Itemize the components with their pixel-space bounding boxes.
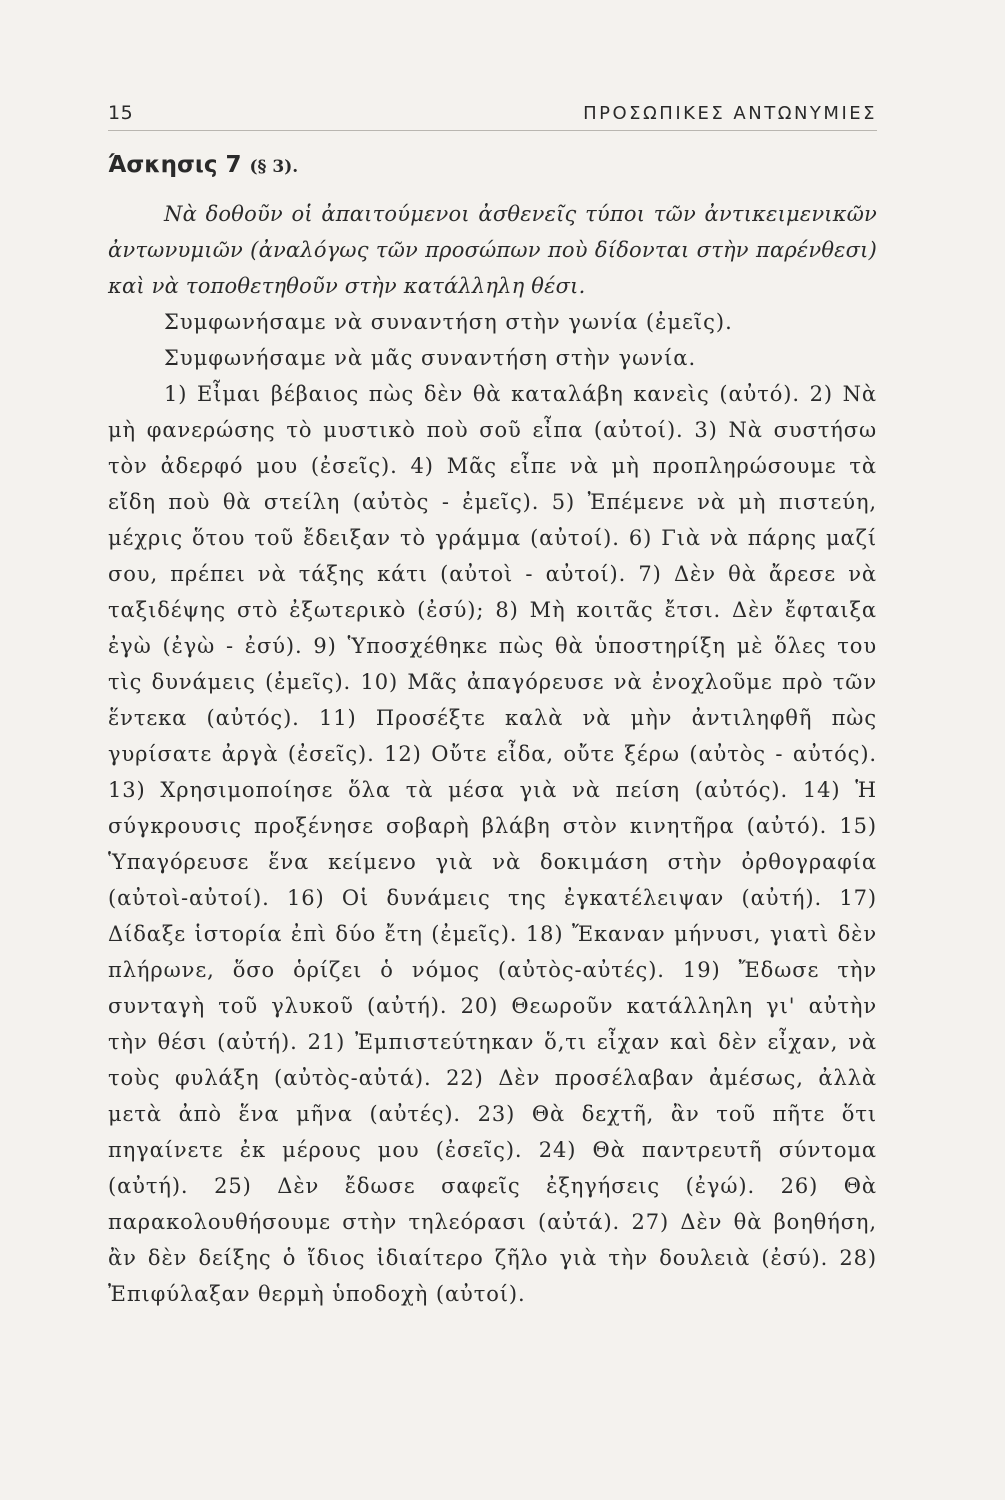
exercise-title: Άσκησις 7: [108, 152, 242, 178]
page-number: 15: [108, 102, 134, 124]
running-title: ΠΡΟΣΩΠΙΚΕΣ ΑΝΤΩΝΥΜΙΕΣ: [583, 103, 877, 124]
exercise-heading: [108, 150, 877, 182]
running-head: [108, 95, 877, 131]
exercise-instruction: Νὰ δοθοῦν οἱ ἀπαιτούμενοι ἀσθενεῖς τύποι τῶν ἀντικειμενικῶν ἀντωνυμιῶν (ἀναλόγως τῶν προσώπων ποὺ δίδονται στὴν παρένθεσι) καὶ νὰ τοποθετηθοῦν στὴν κατάλληλη θέσι.: [108, 202, 877, 298]
exercise-items: 1) Εἶμαι βέβαιος πὼς δὲν θὰ καταλάβη κανεὶς (αὐτό). 2) Νὰ μὴ φανερώσης τὸ μυστικὸ ποὺ σοῦ εἶπα (αὐτοί). 3) Νὰ συστήσω τὸν ἀδερφό μου (ἐσεῖς). 4) Μᾶς εἶπε νὰ μὴ προπληρώσουμε τὰ εἴδη ποὺ θὰ στείλη (αὐτὸς - ἐμεῖς). 5) Ἐπέμενε νὰ μὴ πιστεύη, μέχρις ὅτου τοῦ ἔδειξαν τὸ γράμμα (αὐτοί). 6) Γιὰ νὰ πάρης μαζί σου, πρέπει νὰ τάξης κάτι (αὐτοὶ - αὐτοί). 7) Δὲν θὰ ἄρεσε νὰ ταξιδέψης στὸ ἐξωτερικὸ (ἐσύ); 8) Μὴ κοιτᾶς ἔτσι. Δὲν ἔφταιξα ἐγὼ (ἐγὼ - ἐσύ). 9) Ὑποσχέθηκε πὼς θὰ ὑποστηρίξη μὲ ὅλες του τὶς δυνάμεις (ἐμεῖς). 10) Μᾶς ἀπαγόρευσε νὰ ἐνοχλοῦμε πρὸ τῶν ἕντεκα (αὐτός). 11) Προσέξτε καλὰ νὰ μὴν ἀντιληφθῆ πὼς γυρίσατε ἀργὰ (ἐσεῖς). 12) Οὔτε εἶδα, οὔτε ξέρω (αὐτὸς - αὐτός). 13) Χρησιμοποίησε ὅλα τὰ μέσα γιὰ νὰ πείση (αὐτός). 14) Ἡ σύγκρουσις προξένησε σοβαρὴ βλάβη στὸν κινητῆρα (αὐτό). 15) Ὑπαγόρευσε ἕνα κείμενο γιὰ νὰ δοκιμάση στὴν ὀρθογραφία (αὐτοὶ-αὐτοί). 16) Οἱ δυνάμεις της ἐγκατέλειψαν (αὐτή). 17) Δίδαξε ἱστορία ἐπὶ δύο ἔτη (ἐμεῖς). 18) Ἔκαναν μήνυσι, γιατὶ δὲν πλήρωνε, ὅσο ὁρίζει ὁ νόμος (αὐτὸς-αὐτές). 19) Ἔδωσε τὴν συνταγὴ τοῦ γλυκοῦ (αὐτή). 20) Θεωροῦν κατάλληλη γι' αὐτὴν τὴν θέσι (αὐτή). 21) Ἐμπιστεύτηκαν ὅ,τι εἶχαν καὶ δὲν εἶχαν, νὰ τοὺς φυλάξη (αὐτὸς-αὐτά). 22) Δὲν προσέλαβαν ἀμέσως, ἀλλὰ μετὰ ἀπὸ ἕνα μῆνα (αὐτές). 23) Θὰ δεχτῆ, ἂν τοῦ πῆτε ὅτι πηγαίνετε ἐκ μέρους μου (ἐσεῖς). 24) Θὰ παντρευτῆ σύντομα (αὐτή). 25) Δὲν ἔδωσε σαφεῖς ἐξηγήσεις (ἐγώ). 26) Θὰ παρακολουθήσουμε στὴν τηλεόρασι (αὐτά). 27) Δὲν θὰ βοηθήση, ἂν δὲν δείξης ὁ ἴδιος ἰδιαίτερο ζῆλο γιὰ τὴν δουλειὰ (ἐσύ). 28) Ἐπιφύλαξαν θερμὴ ὑποδοχὴ (αὐτοί).: [108, 382, 877, 1306]
page-content: [108, 150, 877, 1312]
section-reference: (§ 3).: [249, 157, 299, 177]
example-question: Συμφωνήσαμε νὰ συναντήση στὴν γωνία (ἐμεῖς).: [164, 310, 733, 334]
example-answer: Συμφωνήσαμε νὰ μᾶς συναντήση στὴν γωνία.: [164, 346, 697, 370]
